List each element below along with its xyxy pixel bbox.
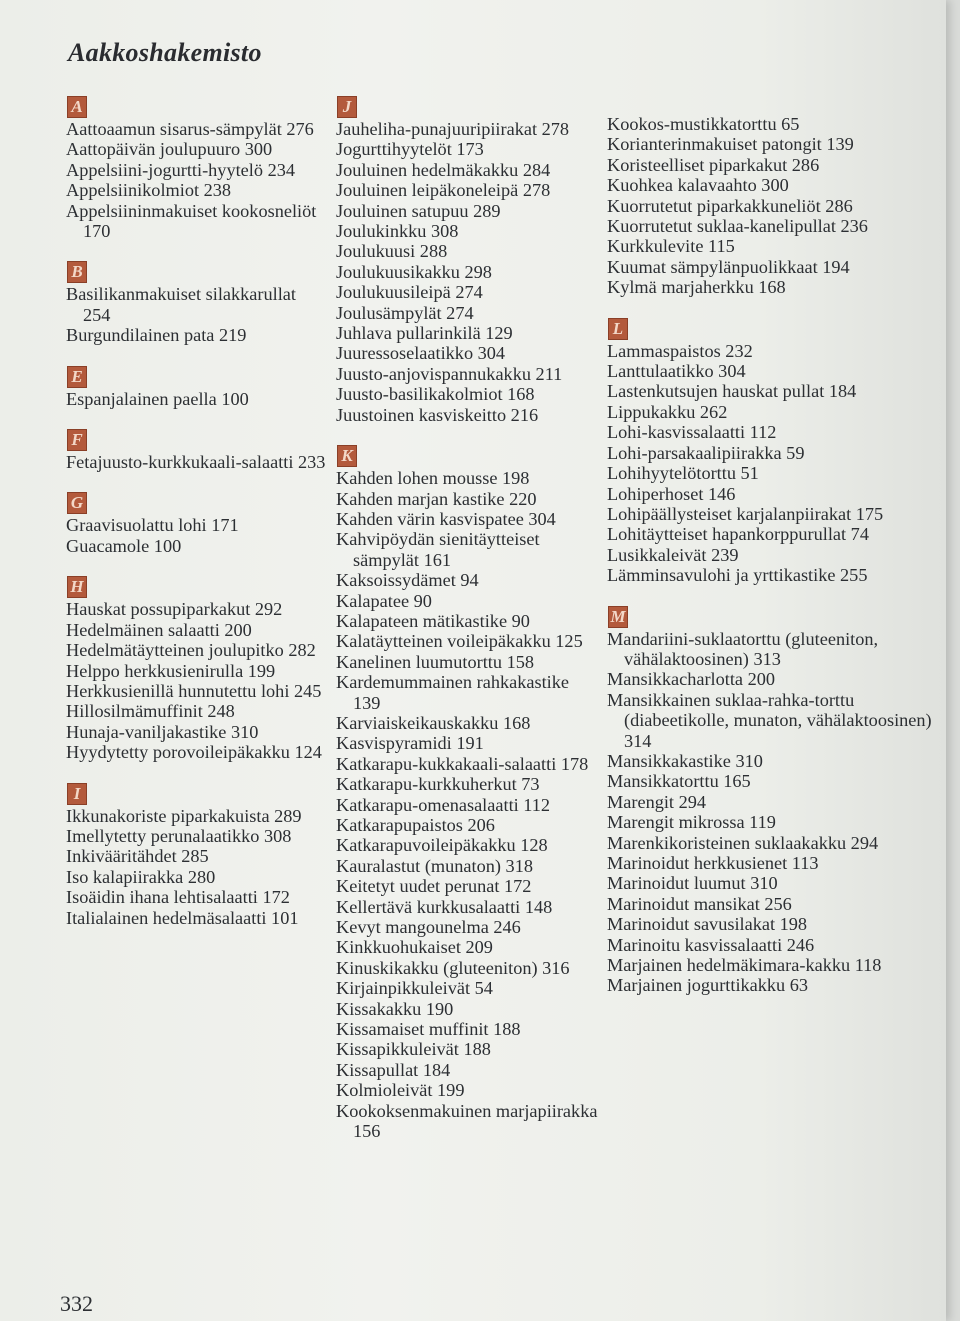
index-entry: Marengit 294 (607, 791, 707, 812)
index-entry: Kahden lohen mousse 198 (336, 468, 530, 489)
page-number: 332 (60, 1291, 93, 1316)
index-entry: Basilikanmakuiset silakkarullat 254 (66, 284, 296, 325)
index-entry: Kookoksenmakuinen marjapiirakka 156 (336, 1100, 598, 1142)
section-letter: L (608, 318, 628, 340)
index-entry: Lammaspaistos 232 (607, 340, 753, 361)
index-entry: Graavisuolattu lohi 171 (66, 515, 239, 536)
index-section-k (336, 445, 598, 1141)
section-letter: A (67, 96, 87, 118)
index-entry: Lohipäällysteiset karjalanpiirakat 175 (607, 503, 884, 524)
index-entry: Marjainen jogurttikakku 63 (607, 975, 809, 996)
index-entry: Kissapikkuleivät 188 (336, 1039, 491, 1060)
index-section-j (336, 96, 598, 425)
index-entry: Juusto-basilikakolmiot 168 (336, 384, 535, 405)
index-entry: Lohitäytteiset hapankorppurullat 74 (607, 524, 869, 545)
index-entry: Marinoidut herkkusienet 113 (607, 853, 819, 873)
section-letter: I (67, 783, 87, 805)
index-entry: Katkarapu-kukkakaali-salaatti 178 (336, 753, 589, 774)
index-entry: Kuorrutetut piparkakkuneliöt 286 (607, 195, 853, 216)
index-section-m (607, 606, 937, 996)
index-section-g (66, 492, 326, 556)
index-entry: Lastenkutsujen hauskat pullat 184 (607, 381, 857, 402)
index-entry: Lohiperhoset 146 (607, 483, 736, 504)
index-entry: Karviaiskeikauskakku 168 (336, 712, 531, 733)
index-section-f (66, 429, 326, 472)
index-entry: Espanjalainen paella 100 (66, 388, 249, 409)
index-section-i (66, 783, 326, 928)
index-column-1 (66, 96, 326, 948)
index-entry: Kasvispyramidi 191 (336, 733, 484, 754)
index-entry: Hauskat possupiparkakut 292 (66, 599, 283, 620)
index-entry: Kaksoissydämet 94 (336, 570, 479, 591)
index-entry: Ikkunakoriste piparkakuista 289 (66, 805, 302, 826)
index-section-h (66, 576, 326, 762)
index-entry: Juusto-anjovispannukakku 211 (336, 363, 563, 384)
index-entry: Kahden marjan kastike 220 (336, 488, 537, 509)
index-entry: Kookos-mustikkatorttu 65 (607, 114, 800, 134)
index-entry: Kissakakku 190 (336, 998, 454, 1019)
index-entry: Katkarapu-omenasalaatti 112 (336, 794, 551, 815)
index-entry: Marinoitu kasvissalaatti 246 (607, 934, 815, 955)
index-section-a (66, 96, 326, 241)
index-entry: Juuressoselaatikko 304 (336, 343, 506, 364)
index-entry: Lämminsavulohi ja yrttikastike 255 (607, 565, 868, 586)
section-letter: G (67, 492, 87, 514)
index-entry: Marjainen hedelmäkimara-kakku 118 (607, 955, 882, 976)
index-entry: Iso kalapiirakka 280 (66, 866, 216, 887)
index-entry: Jouluinen leipäkoneleipä 278 (336, 180, 551, 201)
section-letter: H (67, 576, 87, 598)
index-entry: Mansikkakastike 310 (607, 750, 763, 771)
index-entry: Inkivääritähdet 285 (66, 846, 209, 867)
index-entry: Appelsiininmakuiset kookosneliöt 170 (66, 200, 317, 242)
index-entry: Marengit mikrossa 119 (607, 812, 776, 833)
index-entry: Appelsiinikolmiot 238 (66, 180, 232, 201)
index-entry: Kellertävä kurkkusalaatti 148 (336, 896, 553, 917)
index-entry: Italialainen hedelmäsalaatti 101 (66, 907, 299, 928)
index-entry: Kissamaiset muffinit 188 (336, 1019, 521, 1040)
index-entry: Joulusämpylät 274 (336, 302, 474, 323)
index-entry: Aattoaamun sisarus-sämpylät 276 (66, 119, 314, 139)
section-letter: F (67, 429, 87, 451)
index-entry: Juustoinen kasviskeitto 216 (336, 404, 539, 425)
index-entry: Kuumat sämpylänpuolikkaat 194 (607, 256, 850, 277)
index-entry: Korianterinmakuiset patongit 139 (607, 134, 854, 155)
index-entry: Lanttulaatikko 304 (607, 361, 746, 382)
index-column-3 (607, 114, 937, 1016)
section-letter: K (337, 445, 357, 467)
index-section-continued (607, 114, 937, 298)
index-entry: Keitetyt uudet perunat 172 (336, 876, 532, 897)
index-entry: Hunaja-vaniljakastike 310 (66, 721, 259, 742)
index-entry: Marenkikoristeinen suklaakakku 294 (607, 832, 879, 853)
index-entry: Marinoidut savusilakat 198 (607, 914, 808, 935)
index-section-l (607, 318, 937, 586)
index-entry: Juhlava pullarinkilä 129 (336, 323, 513, 344)
index-entry: Helppo herkkusienirulla 199 (66, 660, 276, 681)
index-entry: Isoäidin ihana lehtisalaatti 172 (66, 887, 290, 908)
index-entry: Kauralastut (munaton) 318 (336, 855, 533, 876)
index-entry: Katkarapupaistos 206 (336, 815, 495, 835)
index-section-b (66, 261, 326, 345)
index-entry: Kardemummainen rahkakastike 139 (336, 672, 569, 713)
section-letter: J (337, 96, 357, 118)
index-entry: Kuohkea kalavaahto 300 (607, 175, 789, 196)
index-entry: Hillosilmämuffinit 248 (66, 701, 235, 722)
index-entry: Koristeelliset piparkakut 286 (607, 154, 820, 175)
section-letter: B (67, 261, 87, 283)
index-entry: Mansikkainen suklaa-rahka-torttu (diabeetikolle, munaton, vähälaktoosinen) 314 (607, 689, 932, 751)
index-entry: Lohi-parsakaalipiirakka 59 (607, 442, 805, 463)
index-entry: Kirjainpikkuleivät 54 (336, 978, 493, 999)
page-title: Aakkoshakemisto (68, 38, 262, 67)
index-section-e (66, 366, 326, 409)
index-entry: Lohihyytelötorttu 51 (607, 463, 759, 484)
index-entry: Imellytetty perunalaatikko 308 (66, 825, 292, 846)
index-entry: Guacamole 100 (66, 535, 182, 556)
index-entry: Kolmioleivät 199 (336, 1080, 465, 1101)
index-entry: Jauheliha-punajuuripiirakat 278 (336, 119, 570, 139)
section-letter: E (67, 366, 87, 388)
index-entry: Kalatäytteinen voileipäkakku 125 (336, 631, 583, 652)
index-entry: Kalapateen mätikastike 90 (336, 610, 530, 631)
index-entry: Katkarapuvoileipäkakku 128 (336, 835, 548, 856)
index-entry: Joulukuusi 288 (336, 241, 448, 262)
index-entry: Herkkusienillä hunnutettu lohi 245 (66, 680, 322, 701)
index-entry: Kurkkulevite 115 (607, 236, 735, 257)
index-entry: Marinoidut luumut 310 (607, 873, 778, 894)
index-entry: Joulukuusikakku 298 (336, 261, 492, 282)
index-entry: Kuorrutetut suklaa-kanelipullat 236 (607, 216, 868, 237)
index-entry: Mansikkacharlotta 200 (607, 669, 776, 690)
index-entry: Appelsiini-jogurtti-hyytelö 234 (66, 159, 295, 180)
index-entry: Jouluinen satupuu 289 (336, 200, 501, 221)
index-column-2 (336, 96, 598, 1162)
section-letter: M (608, 606, 628, 628)
index-entry: Katkarapu-kurkkuherkut 73 (336, 774, 540, 795)
index-entry: Kanelinen luumutorttu 158 (336, 651, 535, 672)
index-entry: Kinuskikakku (gluteeniton) 316 (336, 957, 570, 978)
index-entry: Kalapatee 90 (336, 590, 432, 611)
index-entry: Mandariini-suklaatorttu (gluteeniton, vähälaktoosinen) 313 (607, 628, 879, 669)
index-entry: Kahvipöydän sienitäytteiset sämpylät 161 (336, 529, 540, 570)
index-entry: Hyydytetty porovoileipäkakku 124 (66, 742, 322, 763)
index-entry: Kissapullat 184 (336, 1059, 451, 1080)
index-entry: Joulukinkku 308 (336, 221, 459, 242)
index-entry: Joulukuusileipä 274 (336, 282, 483, 303)
index-entry: Mansikkatorttu 165 (607, 771, 751, 792)
index-entry: Kinkkuohukaiset 209 (336, 937, 493, 958)
index-entry: Fetajuusto-kurkkukaali-salaatti 233 (66, 452, 326, 473)
index-entry: Lippukakku 262 (607, 401, 728, 422)
index-entry: Lusikkaleivät 239 (607, 544, 739, 565)
index-entry: Kahden värin kasvispatee 304 (336, 508, 556, 529)
index-entry: Hedelmäinen salaatti 200 (66, 619, 252, 640)
index-entry: Jogurttihyytelöt 173 (336, 139, 484, 160)
index-entry: Jouluinen hedelmäkakku 284 (336, 159, 551, 180)
index-entry: Kevyt mangounelma 246 (336, 917, 521, 938)
index-entry: Burgundilainen pata 219 (66, 325, 247, 346)
index-entry: Marinoidut mansikat 256 (607, 893, 792, 914)
index-entry: Lohi-kasvissalaatti 112 (607, 422, 777, 443)
index-entry: Hedelmätäytteinen joulupitko 282 (66, 640, 316, 661)
index-entry: Kylmä marjaherkku 168 (607, 277, 786, 298)
index-entry: Aattopäivän joulupuuro 300 (66, 139, 273, 160)
